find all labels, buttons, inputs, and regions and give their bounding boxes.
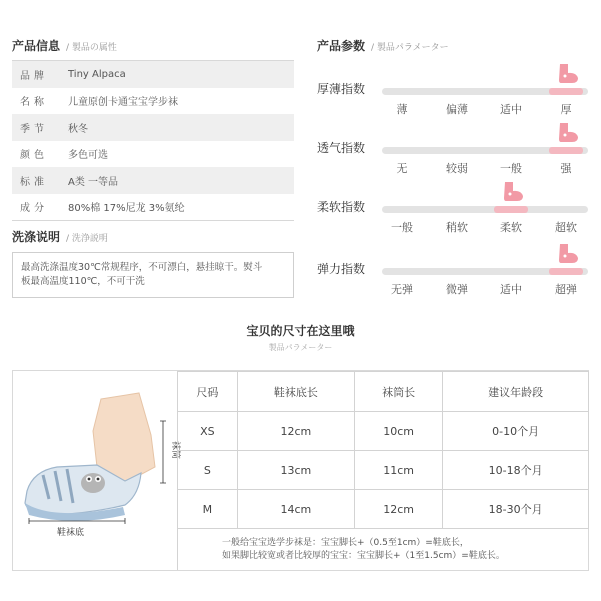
param-track	[382, 147, 588, 154]
table-row	[178, 490, 589, 529]
param-tick-label: 较弱	[446, 162, 468, 175]
size-title: 宝贝的尺寸在这里哦	[246, 324, 355, 338]
size-cell: 18-30个月	[443, 490, 589, 529]
sock-marker-icon	[556, 121, 580, 143]
param-tick-label: 稍软	[446, 221, 468, 234]
param-name: 弹力指数	[317, 262, 366, 276]
param-tick-label: 超软	[555, 221, 577, 234]
size-cell: 14cm	[237, 490, 354, 529]
wash-subtitle: / 洗浄説明	[66, 234, 108, 244]
info-label: 标准	[20, 176, 48, 188]
param-tick-label: 一般	[391, 221, 413, 234]
param-tick-label: 一般	[500, 162, 522, 175]
param-name: 柔软指数	[317, 200, 366, 214]
info-row	[12, 61, 294, 88]
wash-line-2: 板最高温度110℃，不可干洗	[21, 276, 145, 287]
tube-label: 袜筒	[170, 441, 180, 460]
param-tick-label: 无弹	[391, 283, 413, 296]
product-info-title: 产品信息	[12, 39, 61, 53]
param-track	[382, 88, 588, 95]
param-name: 厚薄指数	[317, 82, 366, 96]
size-cell: 10-18个月	[443, 451, 589, 490]
size-note-line-2: 如果脚比较宽或者比较厚的宝宝：宝宝脚长+（1至1.5cm）=鞋底长。	[222, 551, 505, 561]
table-row	[178, 412, 589, 451]
size-cell: 12cm	[354, 490, 442, 529]
param-track	[382, 206, 588, 213]
size-cell: 12cm	[237, 412, 354, 451]
param-level-fill	[549, 88, 583, 95]
info-label: 品牌	[20, 70, 48, 82]
param-level-fill	[549, 147, 583, 154]
info-value: 秋冬	[68, 123, 88, 135]
size-header-cell: 建议年龄段	[443, 372, 589, 412]
param-tick-label: 微弹	[446, 283, 468, 296]
size-cell: 11cm	[354, 451, 442, 490]
info-row	[12, 167, 294, 194]
size-cell: 10cm	[354, 412, 442, 451]
info-value: 多色可选	[68, 150, 108, 162]
size-header-cell: 尺码	[178, 372, 238, 412]
param-tick-label: 适中	[500, 283, 522, 296]
product-info-subtitle: / 製品の属性	[66, 43, 117, 53]
table-row	[178, 451, 589, 490]
param-level-fill	[549, 268, 583, 275]
size-table	[177, 371, 589, 529]
info-value: Tiny Alpaca	[68, 68, 126, 80]
size-header-cell: 鞋袜底长	[237, 372, 354, 412]
param-tick-label: 厚	[560, 103, 572, 116]
sock-illustration	[13, 371, 180, 570]
param-tick-label: 强	[560, 162, 572, 175]
info-row	[12, 141, 294, 168]
info-row	[12, 114, 294, 141]
wash-line-1: 最高洗涤温度30℃常规程序，不可漂白，悬挂晾干。熨斗	[21, 262, 263, 273]
param-tick-label: 柔软	[500, 221, 522, 234]
param-tick-label: 适中	[500, 103, 522, 116]
info-label: 名称	[20, 97, 48, 109]
param-tick-label: 薄	[396, 103, 408, 116]
param-tick-label: 无	[396, 162, 408, 175]
info-value: A类 一等品	[68, 176, 119, 188]
param-name: 透气指数	[317, 141, 366, 155]
size-cell: M	[178, 490, 238, 529]
sole-label: 鞋袜底	[57, 528, 85, 538]
info-row	[12, 194, 294, 221]
sock-marker-icon	[556, 242, 580, 264]
info-label: 成分	[20, 203, 48, 215]
size-box	[12, 370, 589, 571]
param-tick-label: 超弹	[555, 283, 577, 296]
param-tick-label: 偏薄	[446, 103, 468, 116]
size-header-row	[178, 372, 589, 412]
wash-instructions	[12, 252, 294, 298]
size-cell: 13cm	[237, 451, 354, 490]
params-title: 产品参数	[317, 39, 366, 53]
product-info-header	[12, 37, 117, 54]
wash-title: 洗涤说明	[12, 230, 61, 244]
info-value: 80%棉 17%尼龙 3%氨纶	[68, 203, 185, 215]
size-cell: 0-10个月	[443, 412, 589, 451]
size-subtitle: 製品パラメーター	[268, 343, 333, 352]
info-label: 季节	[20, 123, 48, 135]
size-note-line-1: 一般给宝宝选学步袜是：宝宝脚长+（0.5至1cm）=鞋底长，	[222, 538, 469, 548]
param-track	[382, 268, 588, 275]
size-cell: XS	[178, 412, 238, 451]
size-note	[177, 529, 589, 570]
info-row	[12, 88, 294, 115]
info-value: 儿童原创卡通宝宝学步袜	[68, 97, 178, 109]
params-subtitle: / 製品パラメーター	[371, 43, 449, 53]
params-header	[317, 37, 449, 54]
product-info-table	[12, 60, 294, 221]
sock-marker-icon	[556, 62, 580, 84]
size-header-cell: 袜筒长	[354, 372, 442, 412]
sock-marker-icon	[501, 180, 525, 202]
info-label: 颜色	[20, 150, 48, 162]
size-cell: S	[178, 451, 238, 490]
wash-header	[12, 228, 108, 245]
param-level-fill	[494, 206, 528, 213]
